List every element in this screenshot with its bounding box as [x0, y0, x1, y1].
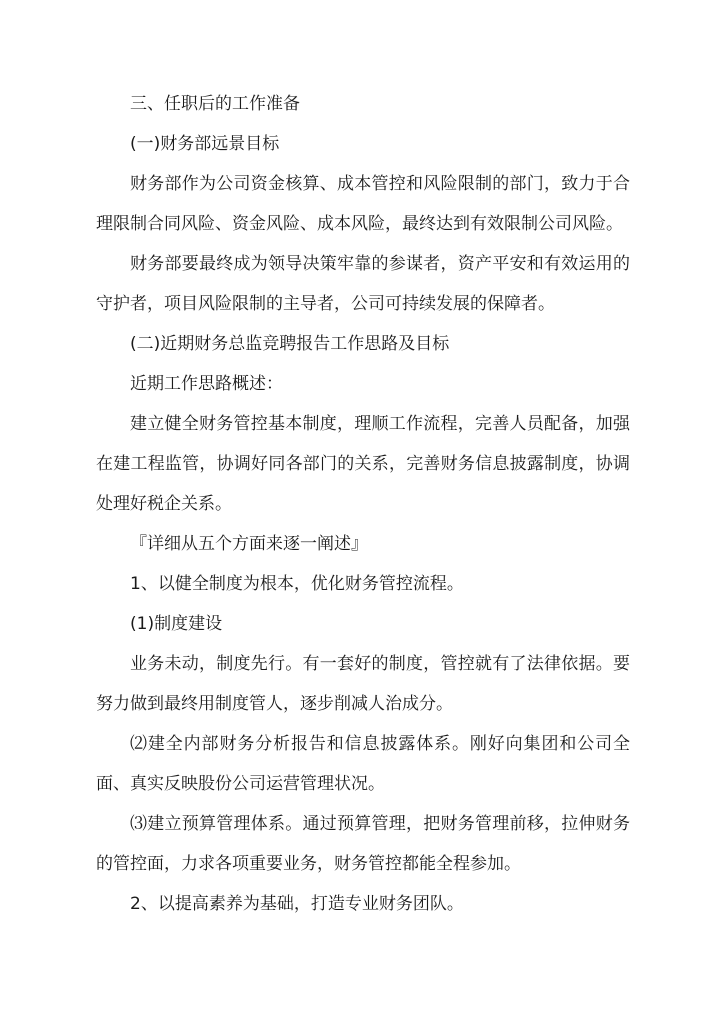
body-paragraph: 『详细从五个方面来逐一阐述』: [130, 534, 368, 554]
body-paragraph: 业务未动，制度先行。有一套好的制度，管控就有了法律依据。要努力做到最终用制度管人，逐步削减人治成分。: [96, 654, 630, 714]
body-paragraph: 财务部作为公司资金核算、成本管控和风险限制的部门，致力于合理限制合同风险、资金风险、成本风险，最终达到有效限制公司风险。: [96, 174, 630, 234]
subsection-heading: (一)财务部远景目标: [130, 134, 280, 154]
numbered-heading: 1、以健全制度为根本，优化财务管控流程。: [130, 574, 464, 594]
body-paragraph: ⑶建立预算管理体系。通过预算管理，把财务管理前移，拉伸财务的管控面，力求各项重要业务，财务管控都能全程参加。: [96, 814, 630, 874]
section-heading: 三、任职后的工作准备: [130, 94, 300, 114]
body-paragraph: 财务部要最终成为领导决策牢靠的参谋者，资产平安和有效运用的守护者，项目风险限制的主导者，公司可持续发展的保障者。: [96, 254, 630, 314]
numbered-subheading: (1)制度建设: [130, 614, 223, 634]
body-paragraph: 建立健全财务管控基本制度，理顺工作流程，完善人员配备，加强在建工程监管，协调好同各部门的关系，完善财务信息披露制度，协调处理好税企关系。: [96, 414, 630, 514]
document-body: [96, 84, 630, 924]
subsection-heading: (二)近期财务总监竞聘报告工作思路及目标: [130, 334, 450, 354]
body-paragraph: 近期工作思路概述：: [130, 374, 283, 394]
body-paragraph: ⑵建全内部财务分析报告和信息披露体系。刚好向集团和公司全面、真实反映股份公司运营管理状况。: [96, 734, 630, 794]
numbered-heading: 2、以提高素养为基础，打造专业财务团队。: [130, 894, 464, 914]
